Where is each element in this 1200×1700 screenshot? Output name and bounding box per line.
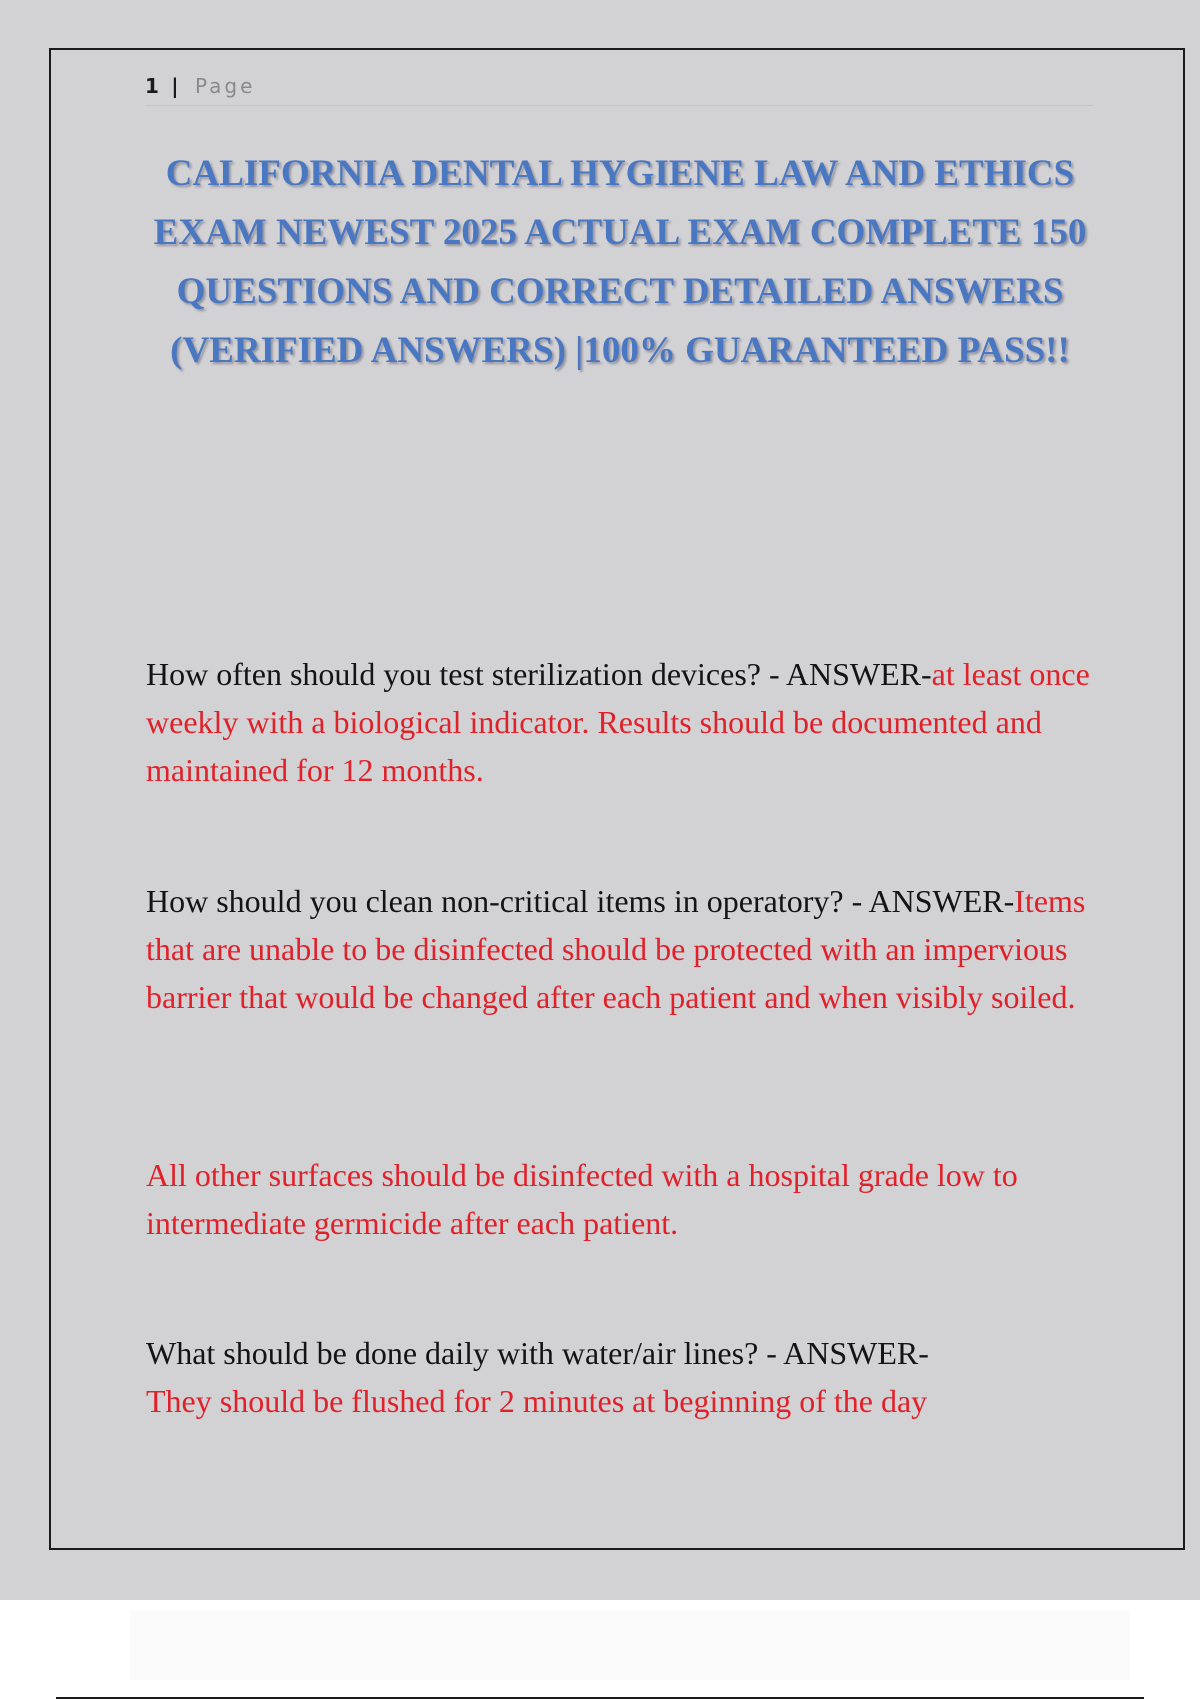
question-text: What should be done daily with water/air lines? - ANSWER- [146, 1335, 929, 1371]
question-text: How should you clean non-critical items in operatory? - ANSWER- [146, 883, 1015, 919]
qa-item-4 [146, 1329, 1096, 1425]
qa-item-1 [146, 650, 1096, 794]
answer-text: All other surfaces should be disinfected with a hospital grade low to intermediate germicide after each patient. [146, 1157, 1018, 1241]
page-header [145, 74, 255, 98]
qa-item-2 [146, 877, 1096, 1021]
answer-text: at least once weekly with a biological indicator. Results should be documented and maintained for 12 months. [146, 656, 1090, 788]
page-word: Page [194, 74, 256, 98]
qa-item-3 [146, 1151, 1096, 1247]
next-page-edge [130, 1610, 1130, 1680]
header-rule [145, 72, 1093, 106]
page-number: 1 [145, 74, 162, 98]
answer-text: They should be flushed for 2 minutes at beginning of the day [146, 1383, 928, 1419]
document-title: CALIFORNIA DENTAL HYGIENE LAW AND ETHICS EXAM NEWEST 2025 ACTUAL EXAM COMPLETE 150 QUESTIONS AND CORRECT DETAILED ANSWERS (VERIFIED ANSWERS) |100% GUARANTEED PASS!! [153, 153, 1087, 371]
page-separator: | [171, 74, 182, 98]
footer-rule [56, 1697, 1144, 1699]
answer-text: Items that are unable to be disinfected should be protected with an impervious barrier that would be changed after each patient and when visibly soiled. [146, 883, 1086, 1015]
question-text: How often should you test sterilization devices? - ANSWER- [146, 656, 932, 692]
